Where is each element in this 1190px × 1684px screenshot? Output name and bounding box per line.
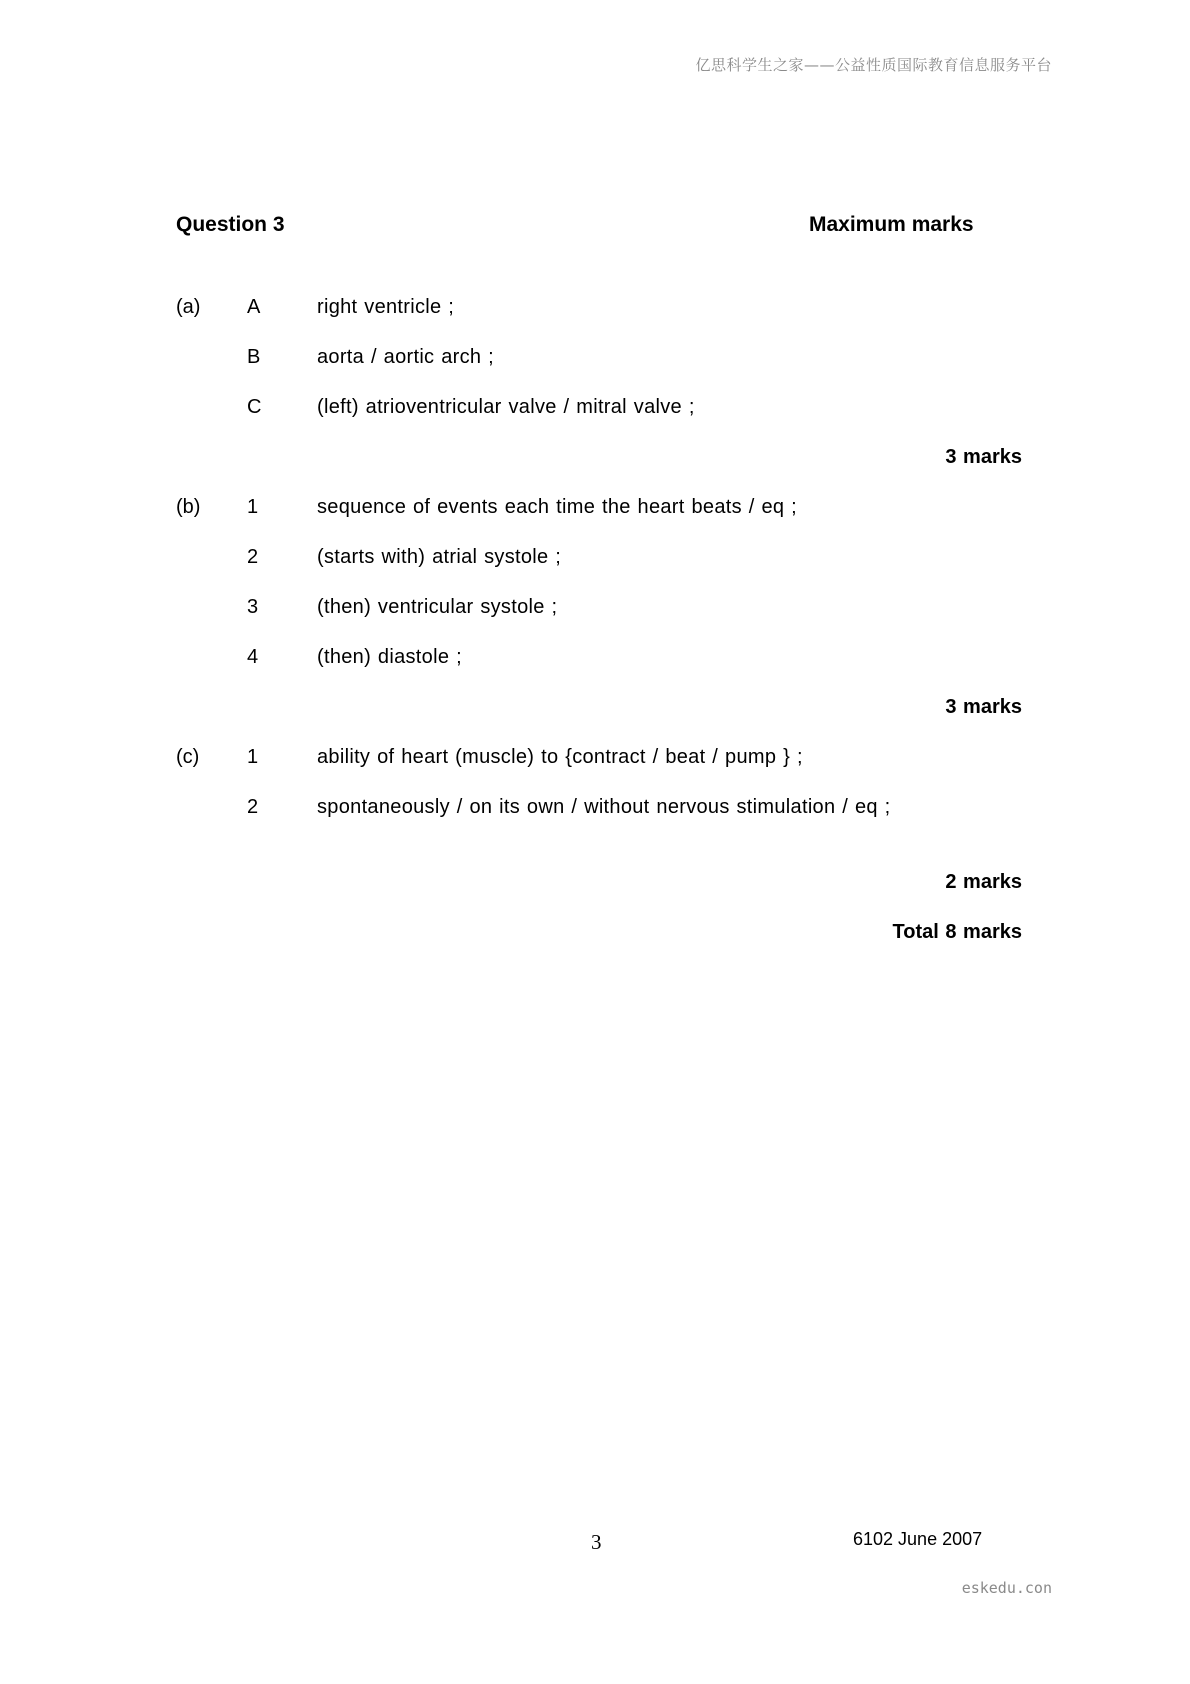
- item-label: 1: [247, 496, 259, 518]
- answer-text: sequence of events each time the heart beats / eq ;: [317, 496, 798, 518]
- site-watermark: eskedu.con: [961, 1579, 1052, 1597]
- maximum-marks-heading: Maximum marks: [809, 213, 974, 236]
- exam-code: 6102 June 2007: [853, 1529, 983, 1549]
- answer-text: (then) ventricular systole ;: [317, 596, 558, 618]
- answer-text: (starts with) atrial systole ;: [317, 546, 562, 568]
- answer-text: ability of heart (muscle) to {contract / beat / pump } ;: [317, 746, 803, 768]
- part-label-a: (a): [176, 296, 201, 318]
- answer-text: spontaneously / on its own / without nervous stimulation / eq ;: [317, 796, 891, 818]
- part-marks-a: 3 marks: [945, 446, 1022, 468]
- item-label: A: [247, 296, 261, 318]
- question-title: Question 3: [176, 213, 285, 236]
- answer-text: aorta / aortic arch ;: [317, 346, 495, 368]
- page-number: 3: [591, 1530, 602, 1554]
- item-label: B: [247, 346, 261, 368]
- answer-text: (then) diastole ;: [317, 646, 462, 668]
- part-marks-b: 3 marks: [945, 696, 1022, 718]
- item-label: 3: [247, 596, 259, 618]
- total-marks: Total 8 marks: [892, 921, 1022, 943]
- header-watermark: 亿思科学生之家——公益性质国际教育信息服务平台: [695, 56, 1052, 74]
- part-label-c: (c): [176, 746, 200, 768]
- item-label: 4: [247, 646, 259, 668]
- answer-text: (left) atrioventricular valve / mitral valve ;: [317, 396, 695, 418]
- answer-text: right ventricle ;: [317, 296, 455, 318]
- item-label: C: [247, 396, 262, 418]
- item-label: 2: [247, 546, 259, 568]
- item-label: 1: [247, 746, 259, 768]
- part-label-b: (b): [176, 496, 201, 518]
- part-marks-c: 2 marks: [945, 871, 1022, 893]
- item-label: 2: [247, 796, 259, 818]
